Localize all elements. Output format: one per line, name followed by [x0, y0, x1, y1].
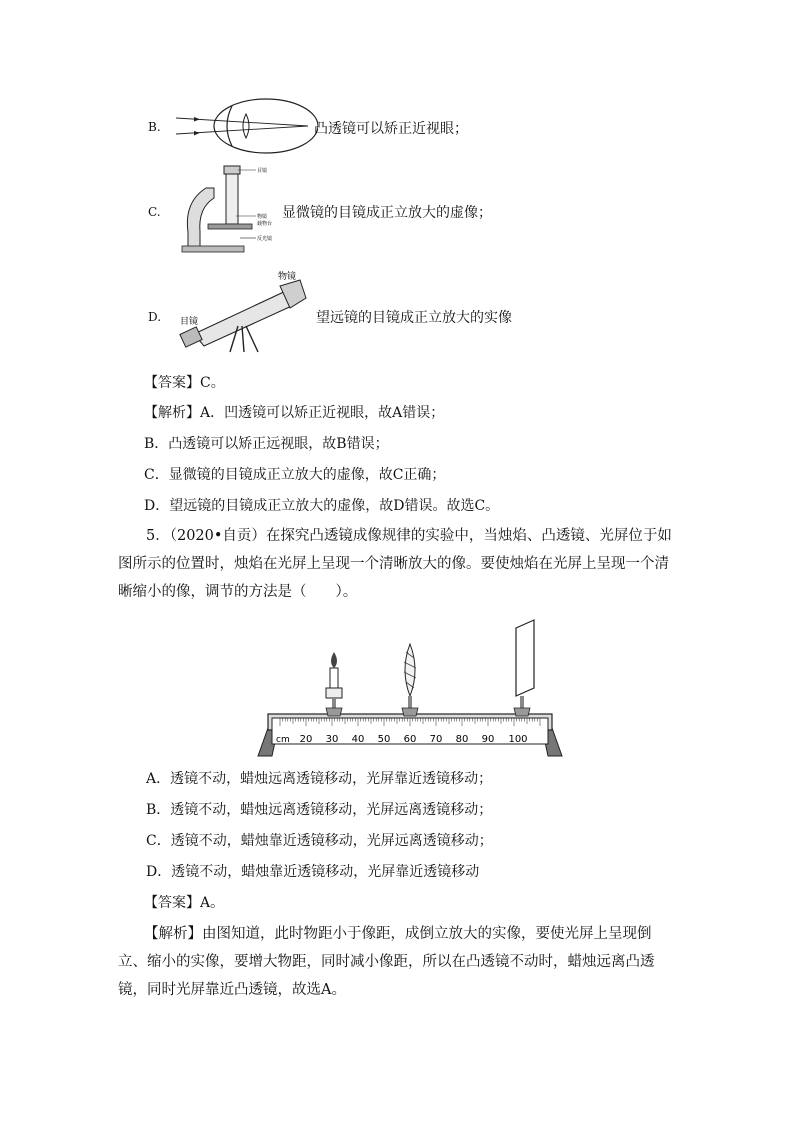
- ruler-tick-50: 50: [377, 734, 391, 745]
- analysis-q4-b: B．凸透镜可以矫正远视眼，故B错误；: [144, 436, 389, 452]
- option-5b: B．透镜不动，蜡烛远离透镜移动，光屏远离透镜移动；: [146, 802, 493, 818]
- analysis-q4-c: C．显微镜的目镜成正立放大的虚像，故C正确；: [144, 467, 446, 483]
- option-c-letter: C.: [148, 205, 161, 219]
- telescope-label-2: 目镜: [180, 317, 199, 327]
- answer-q4: 【答案】C。: [144, 375, 225, 391]
- microscope-label-1: 目镜: [257, 168, 268, 174]
- option-5c: C．透镜不动，蜡烛靠近透镜移动，光屏远离透镜移动；: [146, 833, 493, 849]
- option-c-text: 显微镜的目镜成正立放大的虚像；: [282, 205, 492, 221]
- convex-lens: [402, 644, 418, 716]
- ruler-tick-90: 90: [481, 734, 495, 745]
- ruler-tick-60: 60: [403, 734, 417, 745]
- telescope-label-1: 物镜: [278, 272, 297, 282]
- microscope-label-4: 反光镜: [257, 236, 273, 242]
- microscope-label-3: 载物台: [257, 221, 273, 227]
- microscope-label-2: 物镜: [257, 214, 268, 220]
- ruler-tick-80: 80: [455, 734, 469, 745]
- question-5-stem: 5．（2020•自贡）在探究凸透镜成像规律的实验中，当烛焰、凸透镜、光屏位于如图所示的位置时，烛焰在光屏上呈现一个清晰放大的像。要使烛焰在光屏上呈现一个清晰缩小的像，调节的方法是（ ）。: [118, 528, 672, 600]
- ruler-tick-100: 100: [508, 734, 528, 745]
- ruler-tick-70: 70: [429, 734, 443, 745]
- candle: [326, 652, 342, 716]
- option-d-letter: D.: [148, 310, 162, 324]
- option-5a: A．透镜不动，蜡烛远离透镜移动，光屏靠近透镜移动；: [146, 771, 493, 787]
- ruler-tick-40: 40: [351, 734, 365, 745]
- analysis-q5: 【解析】由图知道，此时物距小于像距，成倒立放大的实像，要使光屏上呈现倒立、缩小的实像，要增大物距，同时减小像距，所以在凸透镜不动时，蜡烛远离凸透镜，同时光屏靠近凸透镜，故选A。: [118, 926, 655, 998]
- ruler-tick-20: 20: [299, 734, 313, 745]
- option-b-letter: B.: [148, 120, 161, 134]
- analysis-q4-d: D．望远镜的目镜成正立放大的虚像，故D错误。故选C。: [144, 498, 500, 514]
- eye-lens-diagram: [170, 96, 318, 158]
- telescope-illustration: [176, 268, 312, 354]
- ruler-unit-label: cm: [276, 735, 290, 745]
- analysis-q4-a: 【解析】A．凹透镜可以矫正近视眼，故A错误；: [144, 405, 445, 421]
- microscope-illustration: [178, 162, 278, 254]
- option-d-text: 望远镜的目镜成正立放大的实像: [316, 310, 512, 326]
- light-screen: [514, 620, 534, 716]
- ruler-tick-labels: [300, 734, 528, 745]
- option-b-text: 凸透镜可以矫正近视眼；: [314, 121, 468, 137]
- ruler-tick-30: 30: [325, 734, 339, 745]
- optical-bench-figure: [254, 618, 566, 762]
- option-5d: D．透镜不动，蜡烛靠近透镜移动，光屏靠近透镜移动: [146, 864, 480, 880]
- answer-q5: 【答案】A。: [144, 895, 225, 911]
